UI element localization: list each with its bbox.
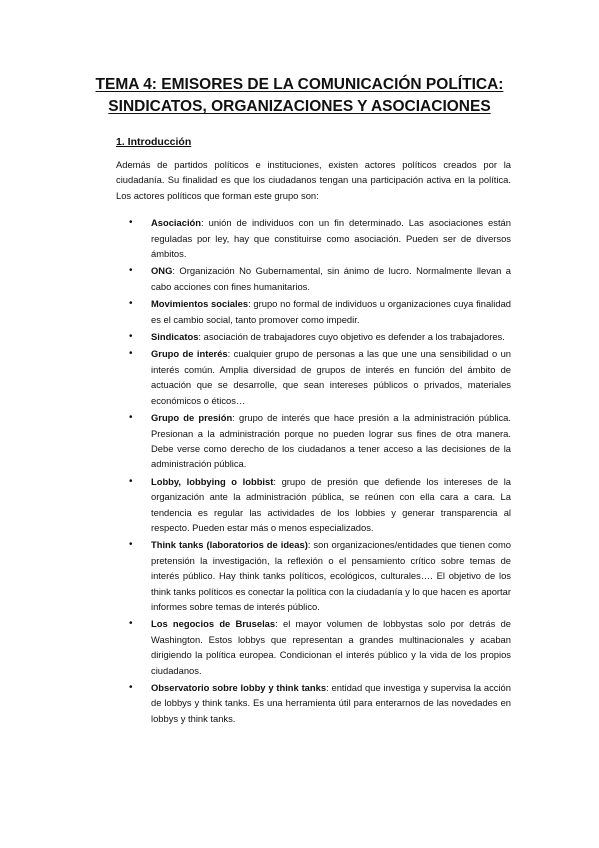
bullet-icon: • bbox=[129, 412, 133, 424]
item-term: Think tanks (laboratorios de ideas) bbox=[151, 539, 308, 551]
bullet-icon: • bbox=[129, 475, 133, 487]
item-text: : cualquier grupo de personas a las que une una sensibilidad o un interés común. Amplia diversidad de grupos de interés en función del ámbito de actuación que se desarrolle, que sean intereses públicos o privados, materiales económicos o éticos… bbox=[151, 348, 511, 406]
item-term: Observatorio sobre lobby y think tanks bbox=[151, 682, 327, 693]
item-term: Los negocios de Bruselas bbox=[151, 618, 276, 630]
item-text: : Organización No Gubernamental, sin ánimo de lucro. Normalmente llevan a cabo acciones con fines humanitarios. bbox=[151, 265, 511, 292]
list-item bbox=[129, 215, 511, 261]
title-line-2: SINDICATOS, ORGANIZACIONES Y ASOCIACIONES bbox=[108, 98, 491, 115]
item-term: Grupo de interés bbox=[151, 348, 228, 360]
item-text: : grupo de interés que hace presión a la administración pública. Presionan a la administración porque no pueden lograr sus fines de otra manera. Debe verse como derecho de los ciudadanos a tener acceso a las decisiones de la administración pública. bbox=[151, 412, 511, 470]
bullet-icon: • bbox=[129, 348, 133, 360]
bullet-icon: • bbox=[129, 217, 133, 229]
actors-list bbox=[88, 215, 511, 726]
list-item bbox=[129, 346, 511, 408]
item-term: ONG bbox=[151, 265, 173, 277]
list-item bbox=[129, 329, 511, 344]
list-item bbox=[129, 263, 511, 294]
list-item bbox=[129, 296, 511, 327]
item-term: Movimientos sociales bbox=[151, 298, 249, 310]
bullet-icon: • bbox=[129, 298, 133, 310]
item-text: : grupo de presión que defiende los intereses de la organización ante la administración pública, se reúnen con ella cara a cara. La tendencia es regular las actividades de los lobbies y generar transparencia al respecto. Pueden estar más o menos especializados. bbox=[151, 475, 511, 533]
title-line-1: TEMA 4: EMISORES DE LA COMUNICACIÓN POLÍTICA: bbox=[95, 76, 504, 93]
bullet-icon: • bbox=[129, 539, 133, 551]
list-item bbox=[129, 616, 512, 678]
item-term: Asociación bbox=[151, 217, 202, 229]
list-item bbox=[129, 680, 511, 726]
list-item bbox=[129, 537, 511, 614]
intro-paragraph: Además de partidos políticos e instituciones, existen actores políticos creados por la ciudadanía. Su finalidad es que los ciudadanos tengan una participación activa en la política. Los actores políticos que forman este grupo son: bbox=[116, 159, 511, 201]
bullet-icon: • bbox=[129, 618, 133, 630]
document-title bbox=[88, 74, 511, 118]
bullet-icon: • bbox=[129, 265, 133, 277]
item-text: : asociación de trabajadores cuyo objetivo es defender a los trabajadores. bbox=[198, 331, 505, 343]
item-text: : entidad que investiga y supervisa la acción de lobbys y think tanks. Es una herramienta útil para enterarnos de las novedades en lobbys y think tanks. bbox=[151, 682, 511, 724]
list-item bbox=[129, 474, 511, 536]
item-term: Lobby, lobbying o lobbist bbox=[151, 475, 274, 487]
item-text: : son organizaciones/entidades que tienen como pretensión la investigación, la reflexión o el pensamiento crítico sobre temas de interés público. Hay think tanks políticos, ecológicos, culturales…. El objetivo de los think tanks políticos es conectar la política con la ciudadanía y lo que hacen es aportar informes sobre temas de interés público. bbox=[151, 539, 511, 612]
bullet-icon: • bbox=[129, 682, 133, 693]
item-text: : grupo no formal de individuos u organizaciones cuya finalidad es el cambio social, tanto promover como impedir. bbox=[151, 298, 511, 325]
list-item bbox=[129, 410, 511, 472]
item-term: Sindicatos bbox=[151, 331, 199, 343]
section-heading: 1. Introducción bbox=[116, 136, 192, 148]
bullet-icon: • bbox=[129, 331, 133, 343]
item-text: : unión de individuos con un fin determinado. Las asociaciones están reguladas por ley, hay que constituirse como asociación. Pueden ser de diversos ámbitos. bbox=[151, 217, 511, 260]
item-term: Grupo de presión bbox=[151, 412, 233, 424]
item-text: : el mayor volumen de lobbystas solo por detrás de Washington. Estos lobbys que representan a grandes multinacionales y acaban dirigiendo la política europea. Condicionan el interés público y la vida de los propios ciudadanos. bbox=[151, 618, 512, 676]
